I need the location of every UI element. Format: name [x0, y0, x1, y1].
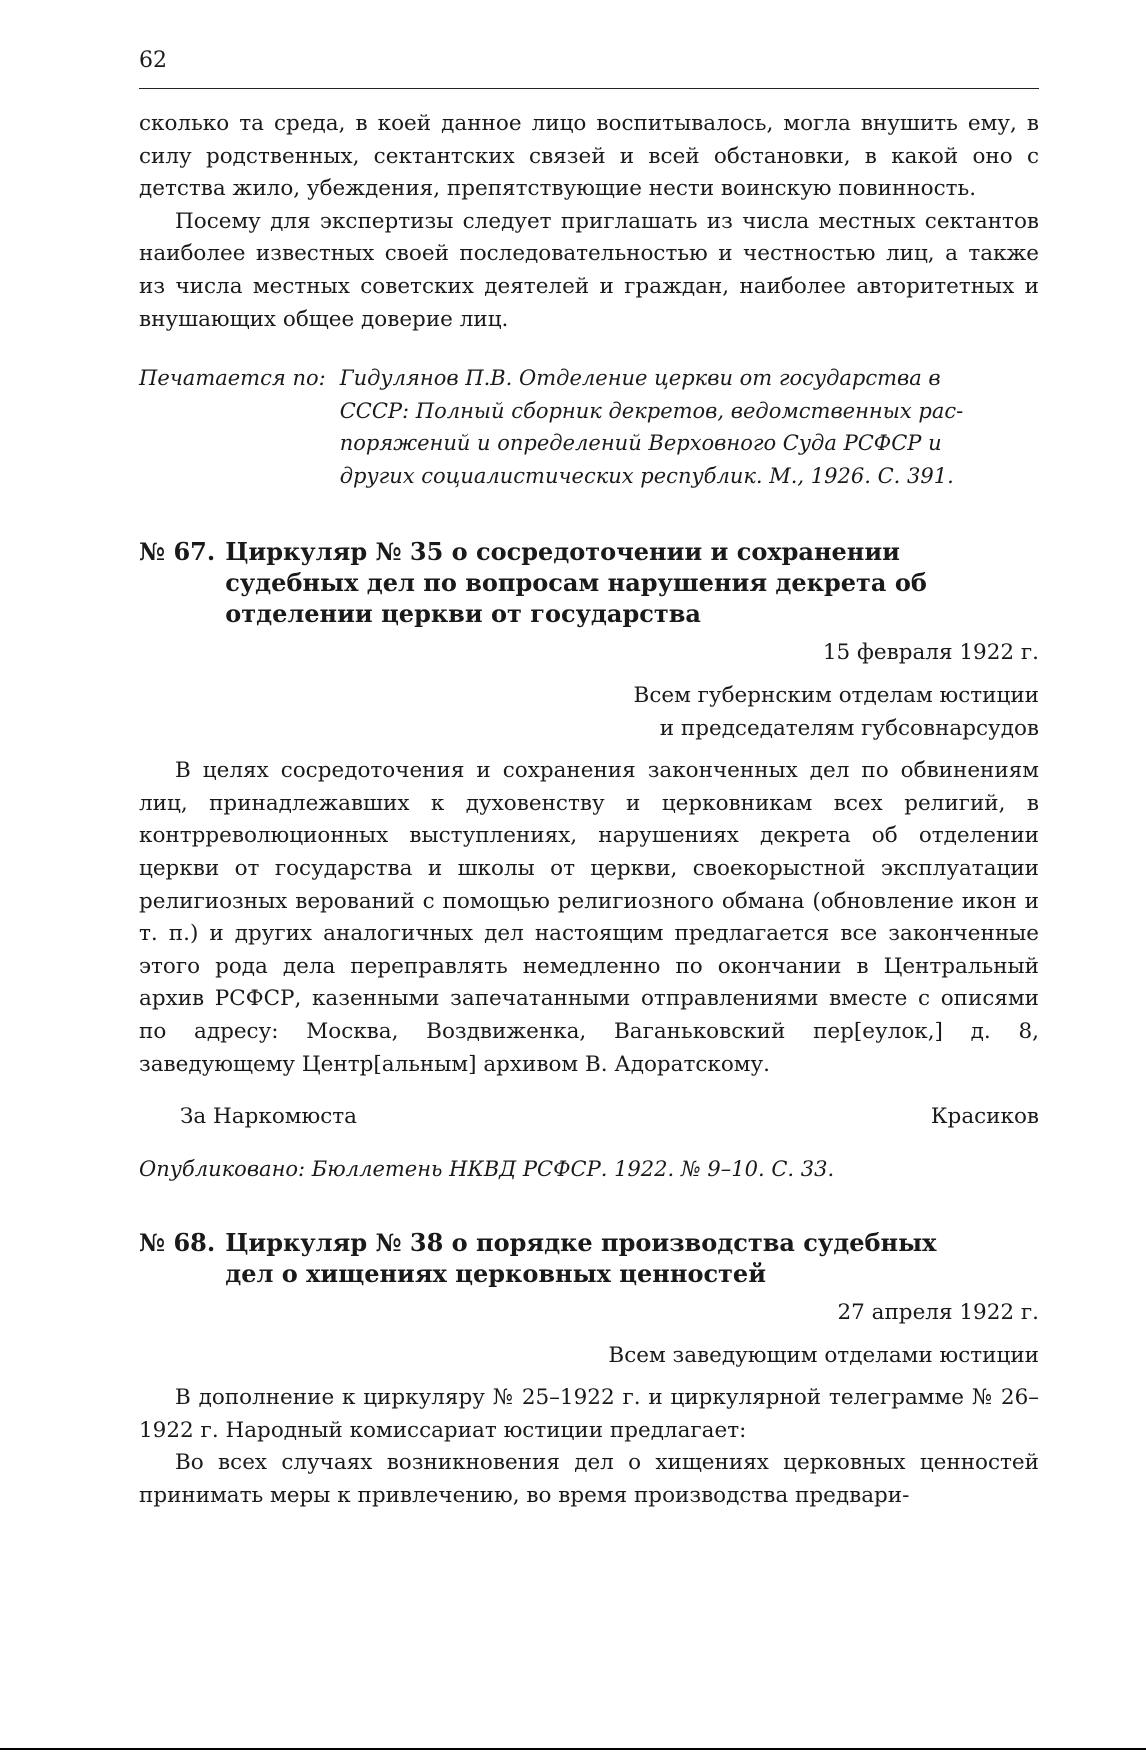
document-body: В целях сосредоточения и сохранения законченных дел по обвинениям лиц, принадлежавших к духовенству и церковникам всех религий, в контрреволюционных выступлениях, нарушениях декрета об отделении церкви от государства и школы от церкви, своекорыстной эксплуатации религиозных верований с помощью религиозного обмана (обновление икон и т. п.) и других аналогичных дел настоящим предлагается все законченные этого рода дела переправлять немедленно по окончании в Центральный архив РСФСР, казенными запечатанными отправлениями вместе с описями по адресу: Москва, Воздвиженка, Ваганьковский пер[еулок,] д. 8, заведующему Центр[альным] архивом В. Адоратскому.: [139, 758, 1039, 1077]
intro-paragraph-1: сколько та среда, в коей данное лицо воспитывалось, могла внушить ему, в силу родственных, сектантских связей и всей обстановки, в какой оно с детства жило, убеждения, препятствующие нести воинскую повинность.: [139, 111, 1039, 202]
signature-block: [139, 1101, 1039, 1133]
document-addressee: Всем заведующим отделами юстиции: [608, 1343, 1039, 1369]
source-line: Гидулянов П.В. Отделение церкви от государства в: [339, 366, 941, 391]
header-rule: [139, 88, 1039, 89]
document-addressee: [139, 679, 1039, 745]
document-paragraph: В дополнение к циркуляру № 25–1922 г. и циркулярной телеграмме № 26–1922 г. Народный комиссариат юстиции предлагает:: [139, 1385, 1039, 1443]
document-67-heading: [139, 536, 1039, 629]
addressee-line: Всем губернским отделам юстиции: [633, 683, 1039, 709]
source-line: других социалистических республик. М., 1926. С. 391.: [339, 463, 954, 488]
document-paragraph: Во всех случаях возникновения дел о хищениях церковных ценностей принимать меры к привлечению, во время производства предвари-: [139, 1450, 1039, 1508]
bottom-edge-line: [0, 1748, 1146, 1750]
page-content: [139, 108, 1039, 1512]
page-number: 62: [139, 48, 167, 73]
source-citation: [139, 362, 1039, 492]
document-date: 15 февраля 1922 г.: [822, 640, 1039, 666]
document-68-heading: [139, 1227, 1039, 1289]
source-line: СССР: Полный сборник декретов, ведомственных рас-: [339, 398, 964, 423]
document-title: Циркуляр № 35 о сосредоточении и сохранении судебных дел по вопросам нарушения декрета об отделении церкви от государства: [225, 537, 927, 629]
publication-note: Опубликовано: Бюллетень НКВД РСФСР. 1922. № 9–10. С. 33.: [139, 1157, 835, 1182]
addressee-line: и председателям губсовнарсудов: [659, 716, 1039, 742]
document-title: Циркуляр № 38 о порядке производства судебных дел о хищениях церковных ценностей: [225, 1228, 937, 1289]
document-number: № 68.: [139, 1228, 216, 1258]
source-text: [340, 362, 1039, 492]
document-number: № 67.: [139, 537, 216, 567]
source-line: поряжений и определений Верховного Суда РСФСР и: [339, 431, 942, 456]
document-date: 27 апреля 1922 г.: [837, 1300, 1039, 1326]
source-label: Печатается по:: [139, 366, 326, 391]
signature-right: Красиков: [930, 1104, 1039, 1130]
signature-left: За Наркомюста: [180, 1104, 357, 1130]
intro-paragraph-2: Посему для экспертизы следует приглашать из числа местных сектантов наиболее известных своей последовательностью и честностью лиц, а также из числа местных советских деятелей и граждан, наиболее авторитетных и внушающих общее доверие лиц.: [139, 208, 1039, 332]
